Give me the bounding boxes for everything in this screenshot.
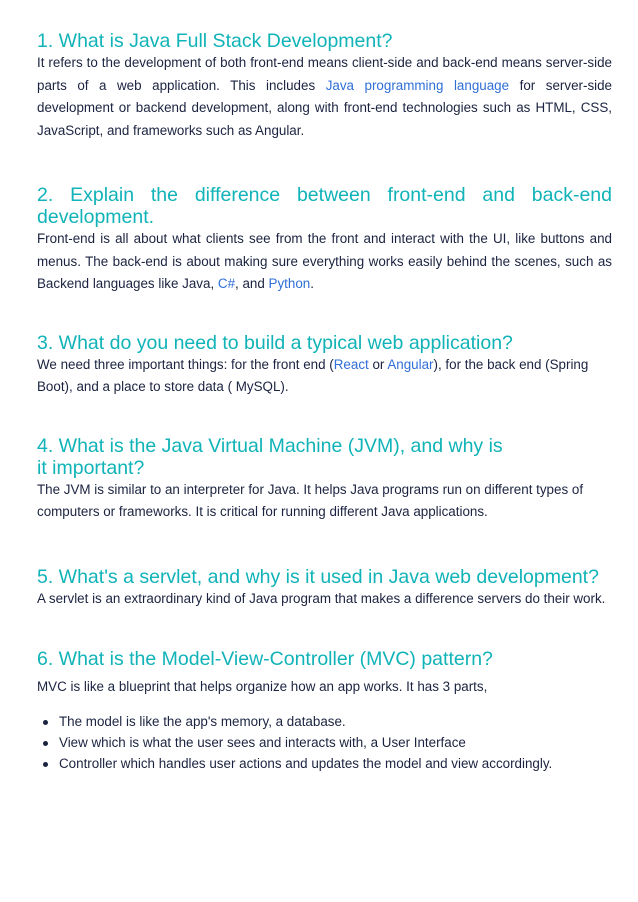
- section-1-body: [37, 52, 612, 142]
- section-2-heading: 2. Explain the difference between front-end and back-end development.: [37, 184, 612, 228]
- document-page: [37, 30, 612, 774]
- section-3-text: We need three important things: for the front end (: [37, 356, 334, 372]
- bullet-icon: [43, 720, 48, 725]
- section-3-heading: 3. What do you need to build a typical web application?: [37, 331, 513, 354]
- section-2-text-end: .: [310, 276, 314, 291]
- section-6-body: MVC is like a blueprint that helps organize how an app works. It has 3 parts,: [37, 679, 488, 694]
- python-link[interactable]: Python: [268, 276, 311, 291]
- section-2: [37, 184, 612, 296]
- csharp-link[interactable]: C#: [217, 276, 236, 291]
- section-1: [37, 30, 612, 142]
- section-4: [37, 435, 612, 524]
- list-item-text: The model is like the app's memory, a database.: [59, 713, 346, 729]
- section-1-text-cont: for server-side development or backend development, along with front-end technologies such as HTML, CSS, JavaScript, and frameworks such as Angular.: [37, 77, 613, 138]
- section-5-body: A servlet is an extraordinary kind of Java program that makes a difference servers do their work.: [37, 590, 606, 606]
- java-programming-language-link[interactable]: Java programming language: [325, 77, 510, 93]
- section-5: [37, 566, 612, 611]
- list-item: [59, 732, 612, 753]
- section-2-text-cont: , and: [235, 276, 269, 291]
- mvc-parts-list: [37, 711, 612, 774]
- section-1-text: It refers to the development of both front-end means client-side and back-end means server-side parts of a web application. This includes: [37, 55, 612, 93]
- section-6: [37, 648, 612, 774]
- section-3-text-cont: or: [368, 356, 388, 372]
- react-link[interactable]: React: [333, 356, 369, 372]
- list-item-text: Controller which handles user actions and updates the model and view accordingly.: [59, 755, 553, 771]
- section-3-text-end: ), for the back end (Spring Boot), and a place to store data ( MySQL).: [37, 356, 589, 394]
- bullet-icon: [43, 762, 48, 767]
- angular-link[interactable]: Angular: [387, 356, 434, 372]
- section-3-body: [37, 354, 612, 399]
- section-6-heading: 6. What is the Model-View-Controller (MVC) pattern?: [37, 648, 493, 670]
- list-item: [59, 711, 612, 732]
- section-4-heading: 4. What is the Java Virtual Machine (JVM), and why is it important?: [37, 434, 503, 479]
- section-2-text: Front-end is all about what clients see from the front and interact with the UI, like buttons and menus. The back-end is about making sure everything works easily behind the scenes, such as Backend languages like Java,: [37, 231, 612, 291]
- section-2-body: [37, 228, 612, 296]
- section-1-heading: 1. What is Java Full Stack Development?: [37, 30, 393, 52]
- list-item-text: View which is what the user sees and interacts with, a User Interface: [59, 734, 466, 750]
- list-item: [59, 753, 612, 774]
- bullet-icon: [43, 741, 48, 746]
- section-4-body: The JVM is similar to an interpreter for Java. It helps Java programs run on different types of computers or frameworks. It is critical for running different Java applications.: [37, 481, 584, 519]
- section-5-heading: 5. What's a servlet, and why is it used in Java web development?: [37, 565, 599, 588]
- section-3: [37, 332, 612, 399]
